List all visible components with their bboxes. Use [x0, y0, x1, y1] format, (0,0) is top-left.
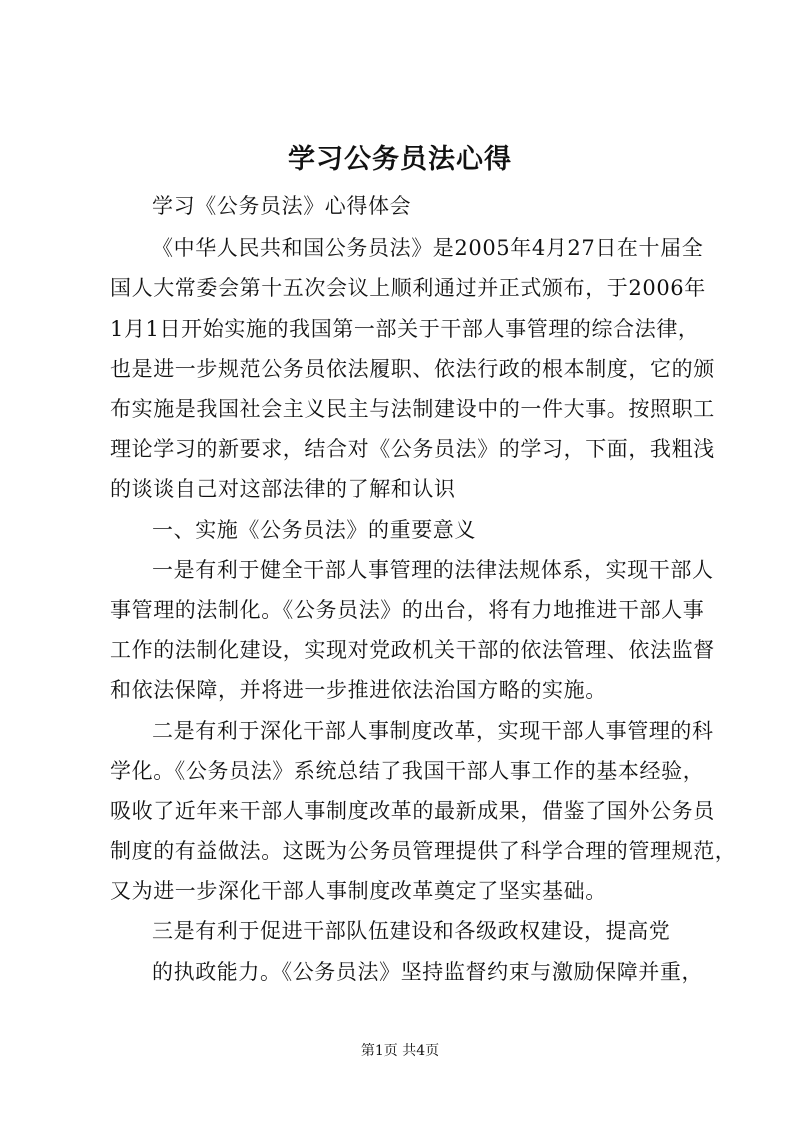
paragraph-line: 一是有利于健全干部人事管理的法律法规体系，实现干部人 [152, 558, 714, 582]
paragraph-line: 理论学习的新要求，结合对《公务员法》的学习，下面，我粗浅 [110, 437, 715, 461]
subtitle-line: 学习《公务员法》心得体会 [152, 194, 412, 218]
paragraph-line: 工作的法制化建设，实现对党政机关干部的依法管理、依法监督 [110, 638, 715, 662]
paragraph-line: 三是有利于促进干部队伍建设和各级政权建设，提高党 [152, 919, 671, 943]
paragraph-line: 又为进一步深化干部人事制度改革奠定了坚实基础。 [110, 879, 607, 903]
paragraph-line: 也是进一步规范公务员依法履职、依法行政的根本制度，它的颁 [110, 357, 715, 381]
paragraph-line: 的执政能力。《公务员法》坚持监督约束与激励保障并重， [152, 960, 704, 984]
paragraph-line: 布实施是我国社会主义民主与法制建设中的一件大事。按照职工 [110, 397, 715, 421]
paragraph-line: 和依法保障，并将进一步推进依法治国方略的实施。 [110, 678, 607, 702]
paragraph-line: 学化。《公务员法》系统总结了我国干部人事工作的基本经验， [110, 759, 705, 783]
paragraph-line: 1月1日开始实施的我国第一部关于干部人事管理的综合法律， [110, 317, 700, 341]
document-title: 学习公务员法心得 [288, 144, 512, 175]
paragraph-line: 《中华人民共和国公务员法》是2005年4月27日在十届全 [152, 236, 704, 260]
paragraph-line: 制度的有益做法。这既为公务员管理提供了科学合理的管理规范， [110, 839, 737, 863]
paragraph-line: 事管理的法制化。《公务员法》的出台，将有力地推进干部人事 [110, 598, 705, 622]
paragraph-line: 的谈谈自己对这部法律的了解和认识 [110, 477, 456, 501]
paragraph-line: 二是有利于深化干部人事制度改革，实现干部人事管理的科 [152, 719, 714, 743]
page-number: 第1页 共4页 [360, 1043, 440, 1059]
section-heading: 一、实施《公务员法》的重要意义 [152, 518, 476, 542]
paragraph-line: 国人大常委会第十五次会议上顺利通过并正式颁布，于2006年 [110, 276, 706, 300]
paragraph-line: 吸收了近年来干部人事制度改革的最新成果，借鉴了国外公务员 [110, 799, 715, 823]
